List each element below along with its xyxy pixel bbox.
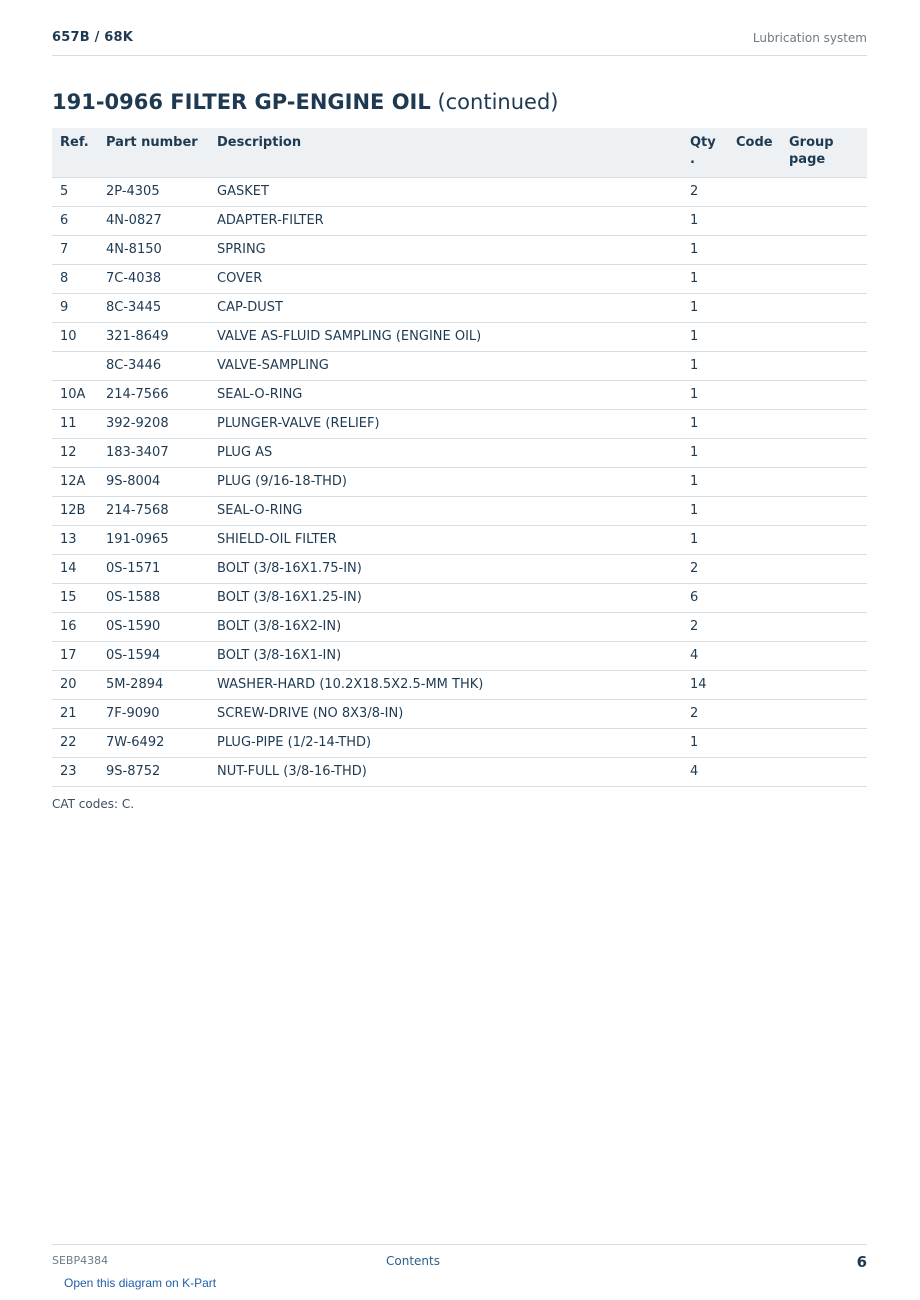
- model-numbers: 657B / 68K: [52, 30, 134, 45]
- ref-cell: 10A: [52, 381, 98, 410]
- contents-link[interactable]: Contents: [386, 1254, 440, 1268]
- qty-cell: 2: [682, 700, 728, 729]
- part-number-cell: 5M-2894: [98, 671, 209, 700]
- part-number-cell: 321-8649: [98, 323, 209, 352]
- qty-cell: 1: [682, 381, 728, 410]
- part-number-cell: 0S-1594: [98, 642, 209, 671]
- group-page-cell: [781, 294, 867, 323]
- part-number-cell: 2P-4305: [98, 178, 209, 207]
- group-page-cell: [781, 381, 867, 410]
- table-row: [52, 497, 867, 526]
- code-cell: [728, 381, 781, 410]
- code-cell: [728, 207, 781, 236]
- parts-table-body: [52, 178, 867, 787]
- description-cell: BOLT (3/8-16X1.25-IN): [209, 584, 682, 613]
- qty-cell: 1: [682, 439, 728, 468]
- qty-cell: 2: [682, 613, 728, 642]
- qty-header-line1: Qty: [690, 135, 716, 150]
- ref-cell: [52, 352, 98, 381]
- part-number-cell: 4N-0827: [98, 207, 209, 236]
- ref-cell: 13: [52, 526, 98, 555]
- table-row: [52, 584, 867, 613]
- parts-table: [52, 128, 867, 787]
- table-row: [52, 700, 867, 729]
- table-row: [52, 439, 867, 468]
- ref-cell: 6: [52, 207, 98, 236]
- part-number-cell: 0S-1571: [98, 555, 209, 584]
- description-cell: NUT-FULL (3/8-16-THD): [209, 758, 682, 787]
- code-cell: [728, 700, 781, 729]
- table-row: [52, 323, 867, 352]
- qty-cell: 1: [682, 729, 728, 758]
- description-cell: PLUG AS: [209, 439, 682, 468]
- code-cell: [728, 265, 781, 294]
- title-group-name: 191-0966 FILTER GP-ENGINE OIL: [52, 90, 431, 114]
- group-page-cell: [781, 207, 867, 236]
- group-page-cell: [781, 642, 867, 671]
- description-cell: PLUNGER-VALVE (RELIEF): [209, 410, 682, 439]
- description-cell: GASKET: [209, 178, 682, 207]
- page-header: [52, 28, 867, 56]
- code-cell: [728, 671, 781, 700]
- qty-cell: 6: [682, 584, 728, 613]
- qty-cell: 14: [682, 671, 728, 700]
- table-row: [52, 236, 867, 265]
- group-page-cell: [781, 671, 867, 700]
- ref-cell: 10: [52, 323, 98, 352]
- code-cell: [728, 236, 781, 265]
- part-number-cell: 0S-1590: [98, 613, 209, 642]
- group-page-cell: [781, 468, 867, 497]
- page-number: 6: [856, 1253, 867, 1271]
- column-header-group-page: [781, 128, 867, 178]
- code-cell: [728, 555, 781, 584]
- code-cell: [728, 323, 781, 352]
- table-row: [52, 526, 867, 555]
- ref-cell: 12B: [52, 497, 98, 526]
- ref-cell: 21: [52, 700, 98, 729]
- table-row: [52, 410, 867, 439]
- part-number-cell: 392-9208: [98, 410, 209, 439]
- description-cell: BOLT (3/8-16X2-IN): [209, 613, 682, 642]
- part-number-cell: 8C-3445: [98, 294, 209, 323]
- table-row: [52, 468, 867, 497]
- qty-cell: 1: [682, 207, 728, 236]
- title-suffix: (continued): [437, 90, 559, 114]
- table-row: [52, 671, 867, 700]
- ref-cell: 17: [52, 642, 98, 671]
- code-cell: [728, 352, 781, 381]
- code-cell: [728, 294, 781, 323]
- description-cell: SEAL-O-RING: [209, 497, 682, 526]
- code-cell: [728, 468, 781, 497]
- code-cell: [728, 410, 781, 439]
- group-page-cell: [781, 439, 867, 468]
- parts-table-header: [52, 128, 867, 178]
- qty-cell: 1: [682, 352, 728, 381]
- ref-cell: 23: [52, 758, 98, 787]
- part-number-cell: 214-7566: [98, 381, 209, 410]
- description-cell: PLUG-PIPE (1/2-14-THD): [209, 729, 682, 758]
- qty-cell: 1: [682, 526, 728, 555]
- ref-cell: 14: [52, 555, 98, 584]
- table-row: [52, 729, 867, 758]
- page-footer: [52, 1244, 867, 1275]
- group-page-cell: [781, 700, 867, 729]
- code-cell: [728, 497, 781, 526]
- group-page-cell: [781, 265, 867, 294]
- table-row: [52, 207, 867, 236]
- code-cell: [728, 439, 781, 468]
- part-number-cell: 8C-3446: [98, 352, 209, 381]
- part-number-cell: 191-0965: [98, 526, 209, 555]
- description-cell: SPRING: [209, 236, 682, 265]
- ref-cell: 7: [52, 236, 98, 265]
- qty-cell: 2: [682, 178, 728, 207]
- table-row: [52, 265, 867, 294]
- group-page-cell: [781, 497, 867, 526]
- code-cell: [728, 526, 781, 555]
- table-row: [52, 555, 867, 584]
- column-header-code: Code: [728, 128, 781, 178]
- page-title: [52, 90, 558, 114]
- group-page-cell: [781, 729, 867, 758]
- group-page-cell: [781, 613, 867, 642]
- column-header-description: Description: [209, 128, 682, 178]
- qty-cell: 2: [682, 555, 728, 584]
- ref-cell: 9: [52, 294, 98, 323]
- code-cell: [728, 729, 781, 758]
- ref-cell: 8: [52, 265, 98, 294]
- code-cell: [728, 758, 781, 787]
- description-cell: CAP-DUST: [209, 294, 682, 323]
- group-page-cell: [781, 410, 867, 439]
- qty-cell: 1: [682, 294, 728, 323]
- part-number-cell: 183-3407: [98, 439, 209, 468]
- table-row: [52, 381, 867, 410]
- code-cell: [728, 178, 781, 207]
- description-cell: BOLT (3/8-16X1-IN): [209, 642, 682, 671]
- code-cell: [728, 642, 781, 671]
- group-page-cell: [781, 323, 867, 352]
- description-cell: VALVE-SAMPLING: [209, 352, 682, 381]
- part-number-cell: 7F-9090: [98, 700, 209, 729]
- part-number-cell: 4N-8150: [98, 236, 209, 265]
- header-row: [52, 128, 867, 178]
- group-page-cell: [781, 236, 867, 265]
- ref-cell: 12A: [52, 468, 98, 497]
- ref-cell: 20: [52, 671, 98, 700]
- group-header-line1: Group: [789, 135, 834, 150]
- open-diagram-kpart-link[interactable]: Open this diagram on K-Part: [64, 1276, 217, 1290]
- qty-cell: 1: [682, 323, 728, 352]
- table-row: [52, 294, 867, 323]
- qty-cell: 1: [682, 236, 728, 265]
- page: [52, 0, 867, 1300]
- group-page-cell: [781, 178, 867, 207]
- table-row: [52, 642, 867, 671]
- ref-cell: 16: [52, 613, 98, 642]
- table-row: [52, 613, 867, 642]
- qty-cell: 4: [682, 758, 728, 787]
- group-page-cell: [781, 758, 867, 787]
- column-header-part-number: Part number: [98, 128, 209, 178]
- part-number-cell: 214-7568: [98, 497, 209, 526]
- description-cell: BOLT (3/8-16X1.75-IN): [209, 555, 682, 584]
- table-row: [52, 758, 867, 787]
- description-cell: SEAL-O-RING: [209, 381, 682, 410]
- ref-cell: 5: [52, 178, 98, 207]
- description-cell: COVER: [209, 265, 682, 294]
- description-cell: VALVE AS-FLUID SAMPLING (ENGINE OIL): [209, 323, 682, 352]
- part-number-cell: 9S-8752: [98, 758, 209, 787]
- document-id: SEBP4384: [52, 1254, 109, 1267]
- qty-cell: 1: [682, 410, 728, 439]
- column-header-qty: [682, 128, 728, 178]
- group-page-cell: [781, 584, 867, 613]
- ref-cell: 11: [52, 410, 98, 439]
- qty-cell: 1: [682, 468, 728, 497]
- description-cell: ADAPTER-FILTER: [209, 207, 682, 236]
- cat-codes-note: CAT codes: C.: [52, 797, 135, 811]
- part-number-cell: 9S-8004: [98, 468, 209, 497]
- part-number-cell: 7C-4038: [98, 265, 209, 294]
- group-page-cell: [781, 526, 867, 555]
- section-name: Lubrication system: [752, 31, 867, 45]
- description-cell: SCREW-DRIVE (NO 8X3/8-IN): [209, 700, 682, 729]
- description-cell: SHIELD-OIL FILTER: [209, 526, 682, 555]
- qty-cell: 1: [682, 497, 728, 526]
- table-row: [52, 178, 867, 207]
- description-cell: WASHER-HARD (10.2X18.5X2.5-MM THK): [209, 671, 682, 700]
- group-page-cell: [781, 555, 867, 584]
- qty-cell: 4: [682, 642, 728, 671]
- table-row: [52, 352, 867, 381]
- part-number-cell: 7W-6492: [98, 729, 209, 758]
- column-header-ref: Ref.: [52, 128, 98, 178]
- qty-cell: 1: [682, 265, 728, 294]
- group-header-line2: page: [789, 152, 826, 167]
- ref-cell: 22: [52, 729, 98, 758]
- ref-cell: 12: [52, 439, 98, 468]
- part-number-cell: 0S-1588: [98, 584, 209, 613]
- description-cell: PLUG (9/16-18-THD): [209, 468, 682, 497]
- group-page-cell: [781, 352, 867, 381]
- qty-header-line2: .: [690, 152, 695, 167]
- ref-cell: 15: [52, 584, 98, 613]
- code-cell: [728, 613, 781, 642]
- code-cell: [728, 584, 781, 613]
